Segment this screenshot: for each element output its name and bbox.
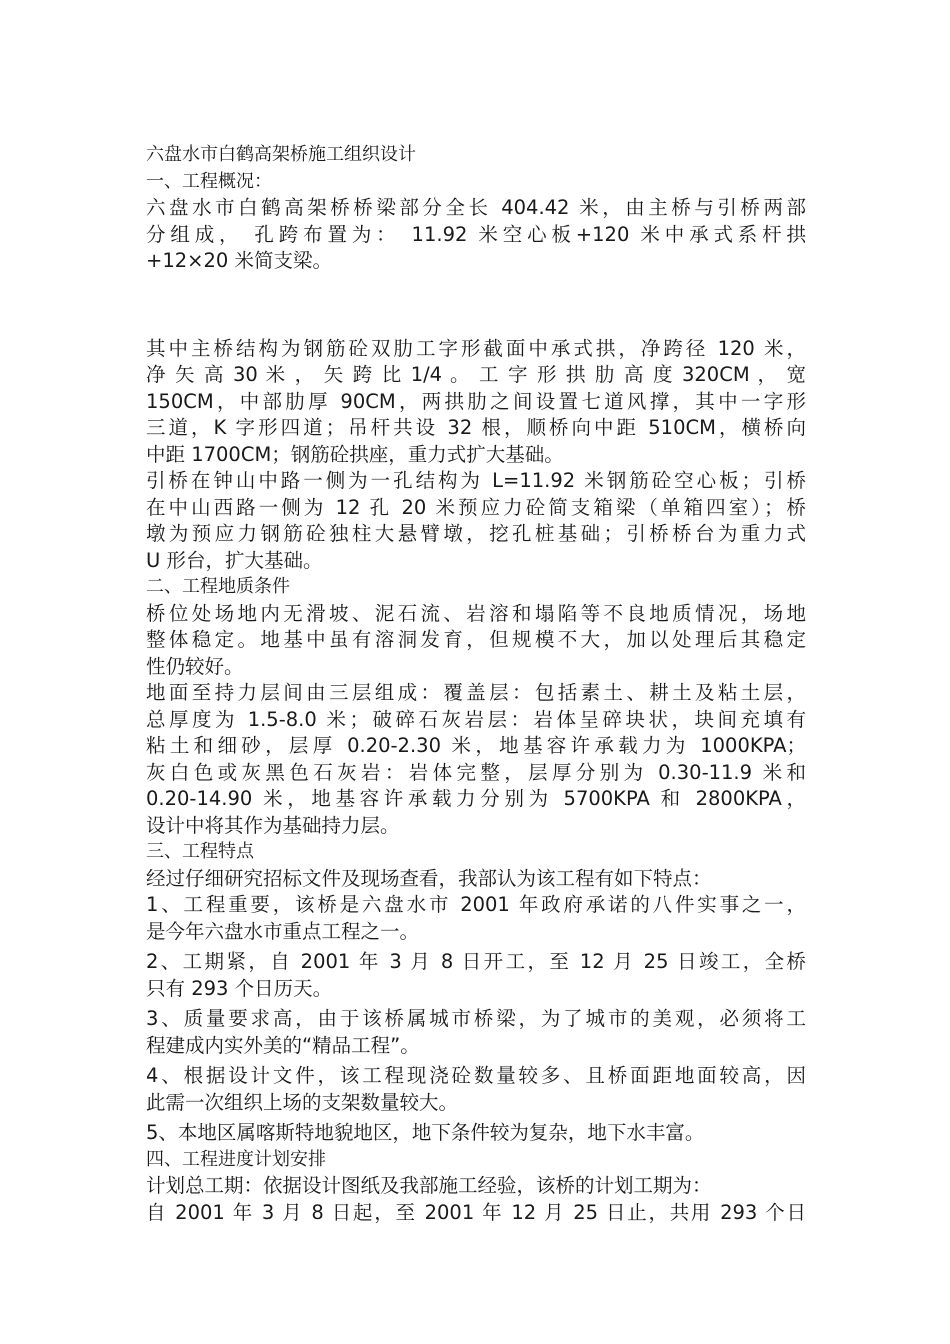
text-line: 只有 293 个日历天。 bbox=[146, 976, 333, 1000]
text-line: 六盘水市白鹤高架桥桥梁部分全长 404.42 米，由主桥与引桥两部 bbox=[146, 196, 806, 219]
text-line: 2、工期紧，自 2001 年 3 月 8 日开工，至 12 月 25 日竣工，全桥 bbox=[146, 950, 806, 973]
text-line: 4、根据设计文件，该工程现浇砼数量较多、且桥面距地面较高，因 bbox=[146, 1064, 806, 1087]
text-line: 总厚度为 1.5-8.0 米；破碎石灰岩层：岩体呈碎块状，块间充填有 bbox=[146, 707, 806, 731]
document-body bbox=[146, 169, 806, 1227]
text-line: 自 2001 年 3 月 8 日起，至 2001 年 12 月 25 日止，共用 293 个日 bbox=[146, 1200, 806, 1224]
section-heading: 四、工程进度计划安排 bbox=[146, 1148, 326, 1170]
text-line: 1、工程重要，该桥是六盘水市 2001 年政府承诺的八件实事之一， bbox=[146, 893, 806, 916]
text-line: 150CM，中部肋厚 90CM，两拱肋之间设置七道风撑，其中一字形 bbox=[146, 389, 806, 413]
text-line: 灰白色或灰黑色石灰岩：岩体完整，层厚分别为 0.30-11.9 米和 bbox=[146, 760, 806, 784]
text-line: 3、质量要求高，由于该桥属城市桥梁，为了城市的美观，必须将工 bbox=[146, 1007, 806, 1030]
text-line: 经过仔细研究招标文件及现场查看，我部认为该工程有如下特点： bbox=[146, 866, 712, 890]
text-line: 整体稳定。地基中虽有溶洞发育，但规模不大，加以处理后其稳定 bbox=[146, 628, 806, 651]
text-line: 中距 1700CM；钢筋砼拱座，重力式扩大基础。 bbox=[146, 442, 564, 466]
document-title: 六盘水市白鹤高架桥施工组织设计 bbox=[146, 144, 416, 165]
document-page bbox=[146, 142, 806, 1226]
text-line: 墩为预应力钢筋砼独柱大悬臂墩，挖孔桩基础；引桥桥台为重力式 bbox=[146, 522, 806, 545]
text-line: U 形台，扩大基础。 bbox=[146, 548, 323, 572]
text-line: 5、本地区属喀斯特地貌地区，地下条件较为复杂，地下水丰富。 bbox=[146, 1121, 705, 1144]
section-heading: 一、工程概况： bbox=[146, 170, 272, 192]
text-line: 性仍较好。 bbox=[146, 654, 244, 678]
text-line: 设计中将其作为基础持力层。 bbox=[146, 813, 400, 837]
text-line: 是今年六盘水市重点工程之一。 bbox=[146, 919, 420, 943]
text-line: 净 矢 高 30 米 ， 矢 跨 比 1/4 。 工 字 形 拱 肋 高 度 320CM ， 宽 bbox=[146, 363, 806, 386]
section-heading: 二、工程地质条件 bbox=[146, 576, 290, 597]
text-line: 程建成内实外美的“精品工程”。 bbox=[146, 1033, 420, 1057]
text-line: 地面至持力层间由三层组成：覆盖层：包括素土、耕土及粘土层， bbox=[146, 681, 806, 704]
text-line: 三道，K 字形四道；吊杆共设 32 根，顺桥向中距 510CM，横桥向 bbox=[146, 416, 806, 439]
blank-spacer bbox=[146, 275, 806, 336]
text-line: 此需一次组织上场的支架数量较大。 bbox=[146, 1090, 459, 1114]
text-line: 分组成， 孔跨布置为： 11.92 米空心板+120 米中承式系杆拱 bbox=[146, 222, 806, 246]
text-line: 其中主桥结构为钢筋砼双肋工字形截面中承式拱，净跨径 120 米， bbox=[146, 336, 806, 360]
text-line: +12×20 米简支梁。 bbox=[146, 249, 333, 272]
text-line: 0.20-14.90 米，地基容许承载力分别为 5700KPA 和 2800KPA， bbox=[146, 787, 806, 810]
text-line: 在中山西路一侧为 12 孔 20 米预应力砼简支箱梁（单箱四室）；桥 bbox=[146, 495, 806, 519]
section-heading: 三、工程特点 bbox=[146, 841, 254, 862]
text-line: 粘土和细砂，层厚 0.20-2.30 米，地基容许承载力为 1000KPA； bbox=[146, 734, 806, 757]
text-line: 引桥在钟山中路一侧为一孔结构为 L=11.92 米钢筋砼空心板；引桥 bbox=[146, 469, 806, 492]
text-line: 计划总工期：依据设计图纸及我部施工经验，该桥的计划工期为： bbox=[146, 1174, 712, 1197]
text-line: 桥位处场地内无滑坡、泥石流、岩溶和塌陷等不良地质情况，场地 bbox=[146, 601, 806, 625]
